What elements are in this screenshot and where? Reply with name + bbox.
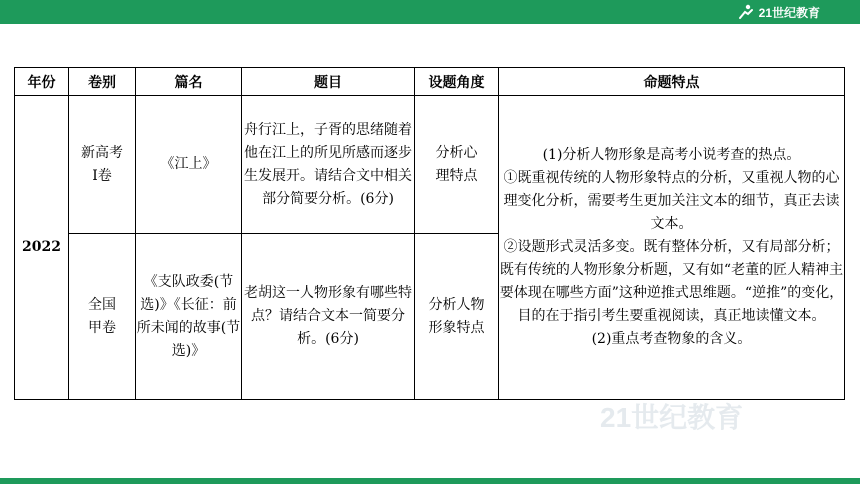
paper-cell <box>69 234 136 400</box>
header-question: 题目 <box>242 68 415 96</box>
feature-text: (1)分析人物形象是高考小说考查的热点。 ①既重视传统的人物形象特点的分析，又重视人物的心理变化分析，需要考生更加关注文本的细节，真正去读文本。 ②设题形式灵活多变。既有整体分析，又有局部分析；既有传统的人物形象分析题，又有如“老董的匠人精神主要体现在哪些方面”这种逆推式思维题。“逆推”的变化，目的在于指引考生要重视阅读，真正地读懂文本。 (2)重点考查物象的含义。 <box>499 147 844 347</box>
paper-cell <box>69 96 136 234</box>
header-paper: 卷别 <box>69 68 136 96</box>
table-header-row <box>15 68 845 96</box>
angle-cell <box>415 234 499 400</box>
paper-text: 新高考 Ⅰ卷 <box>81 144 123 184</box>
runner-logo-icon <box>737 3 755 21</box>
header-bar <box>0 0 860 24</box>
title-cell: 《江上》 <box>136 96 242 234</box>
watermark-logo <box>600 396 820 466</box>
footer-bar <box>0 478 860 484</box>
table-row <box>15 96 845 234</box>
angle-cell <box>415 96 499 234</box>
header-feature: 命题特点 <box>499 68 845 96</box>
paper-text: 全国 甲卷 <box>88 296 116 336</box>
question-cell: 舟行江上，子胥的思绪随着他在江上的所见所感而逐步生发展开。请结合文中相关部分简要分析。(6分) <box>242 96 415 234</box>
feature-cell <box>499 96 845 400</box>
angle-text: 分析人物 形象特点 <box>428 296 485 336</box>
title-cell: 《支队政委(节选)》《长征：前所未闻的故事(节选)》 <box>136 234 242 400</box>
question-cell: 老胡这一人物形象有哪些特点？请结合文本一简要分析。(6分) <box>242 234 415 400</box>
year-cell: 2022 <box>15 96 69 400</box>
header-title: 篇名 <box>136 68 242 96</box>
header-year: 年份 <box>15 68 69 96</box>
angle-text: 分析心 理特点 <box>435 144 478 184</box>
brand-logo <box>737 3 820 21</box>
logo-text: 21世纪教育 <box>758 5 820 20</box>
watermark-text: 21世纪教育 <box>600 402 744 433</box>
header-angle: 设题角度 <box>415 68 499 96</box>
exam-analysis-table <box>14 67 845 400</box>
